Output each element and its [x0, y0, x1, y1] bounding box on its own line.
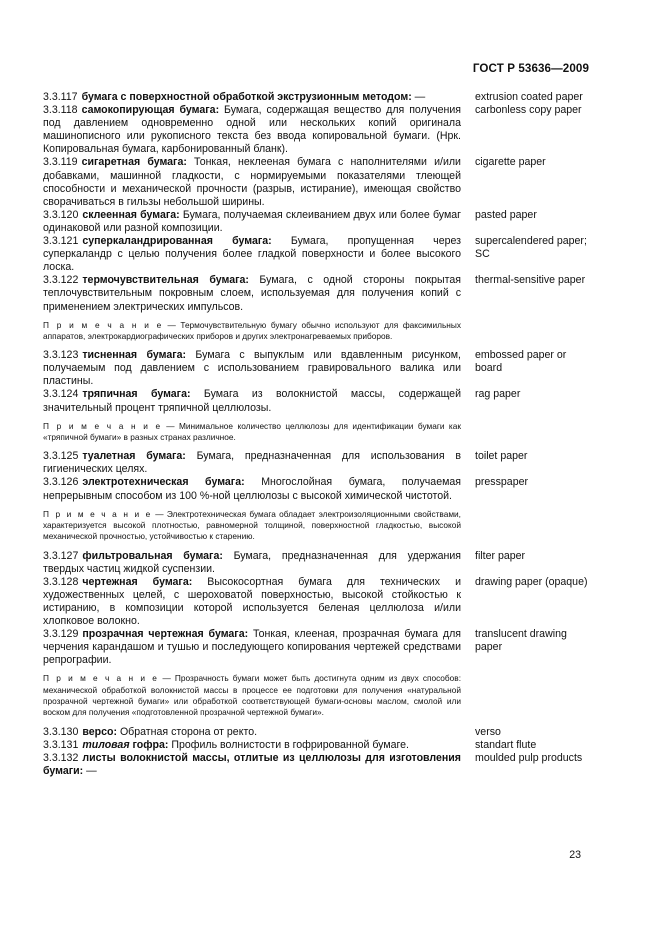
- term-definition: [43, 388, 461, 414]
- note-text: — Прозрачность бумаги может быть достигнута одним из двух способов: механической обработкой волокнистой массы в процессе ее подготовки для получения «натуральной прозрачной чертежной бумаги» или обработкой соответствующей бумаги-основы маслом, смолой или воском для получения «подготовленной прозрачной чертежной бумаги».: [43, 673, 462, 718]
- term-entry: [43, 209, 591, 235]
- term-block-5: [43, 726, 591, 778]
- english-equivalent: drawing paper (opaque): [475, 575, 588, 588]
- term-text: —: [411, 91, 426, 103]
- term-title: тисненная бумага:: [82, 349, 187, 362]
- term-block-4: [43, 550, 591, 668]
- term-block-2: [43, 349, 591, 414]
- note-label: П р и м е ч а н и е: [43, 673, 159, 684]
- term-definition: [43, 628, 461, 667]
- term-entry: [43, 274, 591, 313]
- term-text: Тонкая, клееная, прозрачная бумага для черчения карандашом и тушью и последующего копирования чертежей средствами репрографии.: [43, 628, 461, 667]
- term-definition: [43, 752, 461, 778]
- english-equivalent: toilet paper: [475, 450, 528, 463]
- term-definition: [43, 576, 461, 628]
- english-equivalent: verso: [475, 725, 501, 738]
- term-definition: [43, 739, 461, 752]
- term-entry: [43, 752, 591, 778]
- term-number: 3.3.117: [43, 91, 78, 103]
- note-4: [43, 673, 461, 718]
- term-title: туалетная бумага:: [82, 450, 186, 463]
- term-text: Бумага с выпуклым или вдавленным рисунком, получаемым под давлением с использованием гравировального валика или пластины.: [43, 349, 461, 388]
- term-number: 3.3.122: [43, 274, 79, 287]
- term-text: Бумага, содержащая вещество для получения под давлением одновременно одной или нескольких копий оригинала машинописного или рукописного текста без ввода копировальной бумаги. (Нрк. Копировальная бумага, карбонированный бланк).: [43, 104, 461, 156]
- term-title: суперкаландрированная бумага:: [82, 235, 272, 248]
- term-definition: [43, 235, 461, 274]
- english-equivalent: rag paper: [475, 388, 521, 401]
- term-title: самокопирующая бумага:: [81, 104, 220, 117]
- note-3: [43, 509, 461, 543]
- english-equivalent: cigarette paper: [475, 156, 546, 169]
- english-equivalent: translucent drawing paper: [475, 628, 567, 654]
- term-entry: [43, 104, 591, 156]
- term-number: 3.3.126: [43, 476, 79, 489]
- term-title: тряпичная бумага:: [82, 388, 191, 401]
- document-header: ГОСТ Р 53636—2009: [472, 62, 589, 75]
- term-text: Высокосортная бумага для технических и художественных целей, с шероховатой поверхностью, высокой стойкостью к истиранию, в композиции которой используется беленая целлюлоза и/или хлопковое волокно.: [43, 575, 461, 627]
- term-entry: [43, 476, 591, 502]
- term-number: 3.3.123: [43, 349, 79, 362]
- term-text: —: [83, 764, 97, 777]
- term-block-3: [43, 450, 591, 502]
- term-number: 3.3.118: [43, 104, 78, 117]
- term-number: 3.3.132: [43, 751, 79, 764]
- term-entry: [43, 349, 591, 388]
- note-label: П р и м е ч а н и е: [43, 420, 162, 431]
- term-text: Бумага из волокнистой массы, содержащей значительный процент тряпичной целлюлозы.: [43, 388, 461, 414]
- term-entry: [43, 726, 591, 739]
- term-definition: [43, 550, 461, 576]
- term-text: Профиль волнистости в гофрированной бумаге.: [168, 738, 409, 751]
- term-text: Бумага, пропущенная через суперкаландр с целью получения более гладкой поверхности и более высокого лоска.: [43, 235, 461, 274]
- term-number: 3.3.127: [43, 549, 79, 562]
- term-text: Бумага, предназначенная для удержания твердых частиц жидкой суспензии.: [43, 549, 461, 575]
- term-number: 3.3.125: [43, 450, 79, 463]
- term-text: Многослойная бумага, получаемая непрерывным способом из 100 %-ной целлюлозы с высокой химической чистотой.: [43, 476, 462, 502]
- english-equivalent: standart flute: [475, 738, 537, 751]
- term-text: Тонкая, неклееная бумага с наполнителями и/или добавками, машинной гладкости, с нормируемыми показателями тлеющей способности и механической прочности (разрыв, истирание), имеющая свойство сворачиваться в гильзы небольшой ширины.: [43, 156, 461, 208]
- term-title: бумага с поверхностной обработкой экструзионным методом:: [81, 91, 412, 103]
- term-definition: [43, 91, 461, 104]
- term-definition: [43, 349, 461, 388]
- term-definition: [43, 450, 461, 476]
- term-definition: [43, 209, 461, 235]
- term-entry: [43, 628, 591, 667]
- term-title: прозрачная чертежная бумага:: [82, 628, 249, 641]
- english-equivalent: extrusion coated paper: [475, 91, 583, 103]
- english-equivalent: embossed paper or board: [475, 349, 567, 375]
- term-entry: [43, 576, 591, 628]
- term-entry: [43, 156, 591, 208]
- term-entry: [43, 450, 591, 476]
- term-title: чертежная бумага:: [82, 575, 193, 588]
- term-entry: [43, 388, 591, 414]
- term-text: Обратная сторона от ректо.: [117, 725, 258, 738]
- term-number: 3.3.120: [43, 208, 79, 221]
- term-definition: [43, 726, 461, 739]
- term-number: 3.3.124: [43, 388, 79, 401]
- english-equivalent: pasted paper: [475, 208, 537, 221]
- note-label: П р и м е ч а н и е: [43, 508, 152, 519]
- term-text: Бумага, получаемая склеиванием двух или более бумаг одинаковой или разной композиции.: [43, 208, 461, 234]
- english-equivalent: thermal-sensitive paper: [475, 274, 586, 287]
- term-number: 3.3.129: [43, 628, 79, 641]
- term-title: сигаретная бумага:: [81, 156, 187, 169]
- term-title: листы волокнистой массы, отлитые из целлюлозы для изготовления бумаги:: [43, 751, 461, 777]
- term-number: 3.3.121: [43, 235, 79, 248]
- term-entry: [43, 91, 591, 104]
- english-equivalent: presspaper: [475, 476, 528, 489]
- term-number: 3.3.119: [43, 156, 78, 169]
- english-equivalent: carbonless copy paper: [475, 104, 582, 117]
- term-text: Бумага, предназначенная для использования в гигиенических целях.: [43, 450, 461, 476]
- term-definition: [43, 274, 461, 313]
- term-entry: [43, 739, 591, 752]
- note-2: [43, 421, 461, 444]
- note-text: — Электротехническая бумага обладает электроизоляционными свойствами, характеризуется высокой плотностью, равномерной толщиной, поверхностной гладкостью, высокой механической прочностью, устойчивостью к старению.: [43, 508, 461, 542]
- english-equivalent: supercalendered paper; SC: [475, 235, 587, 261]
- term-text: Бумага, с одной стороны покрытая теплочувствительным покровным слоем, используемая для получения копий с применением электрических импульсов.: [43, 274, 461, 313]
- term-definition: [43, 476, 461, 502]
- term-title: версо:: [82, 725, 117, 738]
- term-title: тиловая: [82, 738, 130, 751]
- term-number: 3.3.128: [43, 575, 79, 588]
- term-entry: [43, 550, 591, 576]
- term-definition: [43, 156, 461, 208]
- term-title-suffix: гофра:: [129, 738, 169, 751]
- term-title: склеенная бумага:: [82, 208, 180, 221]
- page-number: 23: [569, 849, 581, 861]
- term-number: 3.3.131: [43, 738, 79, 751]
- term-title: электротехническая бумага:: [82, 476, 245, 489]
- term-title: фильтровальная бумага:: [82, 549, 223, 562]
- term-title: термочувствительная бумага:: [82, 274, 249, 287]
- term-number: 3.3.130: [43, 725, 79, 738]
- document-body: [43, 91, 591, 778]
- note-1: [43, 320, 461, 343]
- term-entry: [43, 235, 591, 274]
- note-label: П р и м е ч а н и е: [43, 319, 163, 330]
- term-block-1: [43, 91, 591, 314]
- english-equivalent: filter paper: [475, 549, 526, 562]
- english-equivalent: moulded pulp products: [475, 751, 583, 764]
- note-text: — Минимальное количество целлюлозы для идентификации бумаги как «тряпичной бумаги» в разных странах различное.: [43, 420, 461, 442]
- term-definition: [43, 104, 461, 156]
- note-text: — Термочувствительную бумагу обычно используют для факсимильных аппаратов, электрокардиографических приборов и других электронагреваемых приборов.: [43, 319, 461, 341]
